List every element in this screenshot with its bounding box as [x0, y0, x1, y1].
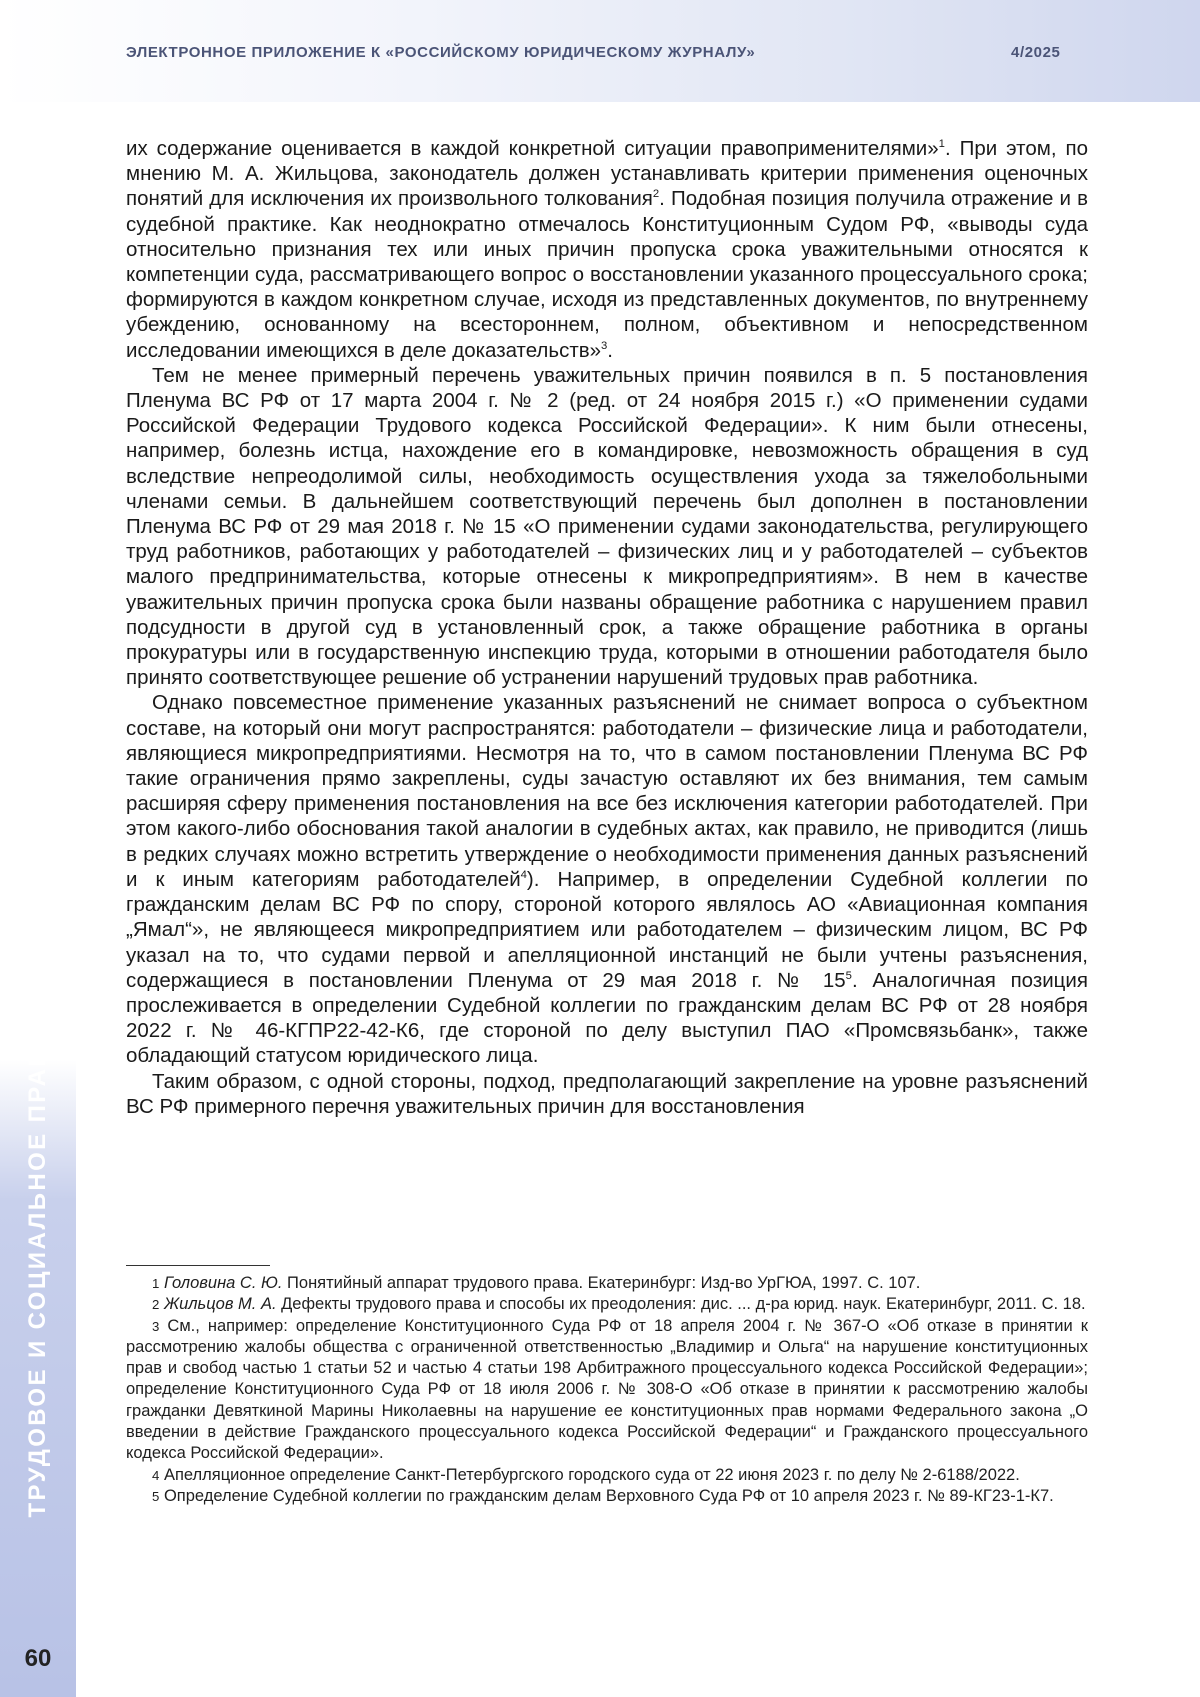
footnote-divider [126, 1265, 270, 1266]
footnote: 3 См., например: определение Конституционного Суда РФ от 18 апреля 2004 г. № 367-О «Об отказе в принятии к рассмотрению жалобы общества с ограниченной ответственностью „Владимир и Ольга“ на нарушение конституционных прав и свобод частью 1 статьи 52 и частью 4 статьи 198 Арбитражного процессуального кодекса Российской Федерации»; определение Конституционного Суда РФ от 18 июля 2006 г. № 308-О «Об отказе в принятии к рассмотрению жалобы гражданки Девяткиной Марины Николаевны на нарушение ее конституционных прав нормами Федерального закона „О введении в действие Гражданского процессуального кодекса Российской Федерации“ и Гражданского процессуального кодекса Российской Федерации». [126, 1316, 1088, 1465]
footnote: 2 Жильцов М. А. Дефекты трудового права и способы их преодоления: дис. ... д-ра юрид. наук. Екатеринбург, 2011. С. 18. [126, 1294, 1088, 1315]
footnote: 4 Апелляционное определение Санкт-Петербургского городского суда от 22 июня 2023 г. по делу № 2-6188/2022. [126, 1465, 1088, 1486]
paragraph: Тем не менее примерный перечень уважительных причин появился в п. 5 постановления Пленума ВС РФ от 17 марта 2004 г. № 2 (ред. от 24 ноября 2015 г.) «О применении судами Российской Федерации Трудового кодекса Российской Федерации». К ним были отнесены, например, болезнь истца, нахождение его в командировке, невозможность обращения в суд вследствие непреодолимой силы, необходимость осуществления ухода за тяжелобольными членами семьи. В дальнейшем соответствующий перечень был дополнен в постановлении Пленума ВС РФ от 29 мая 2018 г. № 15 «О применении судами законодательства, регулирующего труд работников, работающих у работодателей – физических лиц и у работодателей – субъектов малого предпринимательства, которые отнесены к микропредприятиям». В нем в качестве уважительных причин пропуска срока были названы обращение работника с нарушением правил подсудности в другой суд в установленный срок, а также обращение работника в органы прокуратуры или в государственную инспекцию труда, которыми в отношении работодателя было принято соответствующее решение об устранении нарушений трудовых прав работника. [126, 363, 1088, 691]
footnotes [126, 1273, 1088, 1507]
article-body [126, 136, 1088, 1119]
journal-title: ЭЛЕКТРОННОЕ ПРИЛОЖЕНИЕ К «РОССИЙСКОМУ ЮРИДИЧЕСКОМУ ЖУРНАЛУ» [126, 44, 755, 61]
section-title: ТРУДОВОЕ И СОЦИАЛЬНОЕ ПРАВО [24, 1026, 52, 1517]
footnote-ref[interactable]: 2 [653, 189, 659, 201]
page-number: 60 [0, 1645, 76, 1673]
footnote-ref[interactable]: 5 [846, 970, 852, 982]
footnote-ref[interactable]: 1 [939, 138, 945, 150]
issue-number: 4/2025 [1011, 44, 1060, 61]
footnote: 5 Определение Судебной коллегии по гражданским делам Верховного Суда РФ от 10 апреля 2023 г. № 89-КГ23-1-К7. [126, 1486, 1088, 1507]
paragraph: Таким образом, с одной стороны, подход, предполагающий закрепление на уровне разъяснений ВС РФ примерного перечня уважительных причин для восстановления [126, 1069, 1088, 1119]
page-header [0, 0, 1200, 102]
footnote: 1 Головина С. Ю. Понятийный аппарат трудового права. Екатеринбург: Изд-во УрГЮА, 1997. С. 107. [126, 1273, 1088, 1294]
paragraph: их содержание оценивается в каждой конкретной ситуации правоприменителями»1. При этом, по мнению М. А. Жильцова, законодатель должен устанавливать критерии применения оценочных понятий для исключения их произвольного толкования2. Подобная позиция получила отражение и в судебной практике. Как неоднократно отмечалось Конституционным Судом РФ, «выводы суда относительно признания тех или иных причин пропуска срока уважительными относятся к компетенции суда, рассматривающего вопрос о восстановлении указанного процессуального срока; формируются в каждом конкретном случае, исходя из представленных документов, по внутреннему убеждению, основанному на всестороннем, полном, объективном и непосредственном исследовании имеющихся в деле доказательств»3. [126, 136, 1088, 363]
footnote-ref[interactable]: 3 [601, 340, 607, 352]
footnote-ref[interactable]: 4 [521, 869, 527, 881]
paragraph: Однако повсеместное применение указанных разъяснений не снимает вопроса о субъектном составе, на который они могут распространятся: работодатели – физические лица и работодатели, являющиеся микропредприятиями. Несмотря на то, что в самом постановлении Пленума ВС РФ такие ограничения прямо закреплены, суды зачастую оставляют их без внимания, тем самым расширяя сферу применения постановления на все без исключения категории работодателей. При этом какого-либо обоснования такой аналогии в судебных актах, как правило, не приводится (лишь в редких случаях можно встретить утверждение о необходимости применения данных разъяснений и к иным категориям работодателей4). Например, в определении Судебной коллегии по гражданским делам ВС РФ по спору, стороной которого являлось АО «Авиационная компания „Ямал“», не являющееся микропредприятием или работодателем – физическим лицом, ВС РФ указал на то, что судами первой и апелляционной инстанций не были учтены разъяснения, содержащиеся в постановлении Пленума от 29 мая 2018 г. № 155. Аналогичная позиция прослеживается в определении Судебной коллегии по гражданским делам ВС РФ от 28 ноября 2022 г. № 46-КГПР22-42-К6, где стороной по делу выступил ПАО «Промсвязьбанк», также обладающий статусом юридического лица. [126, 690, 1088, 1068]
